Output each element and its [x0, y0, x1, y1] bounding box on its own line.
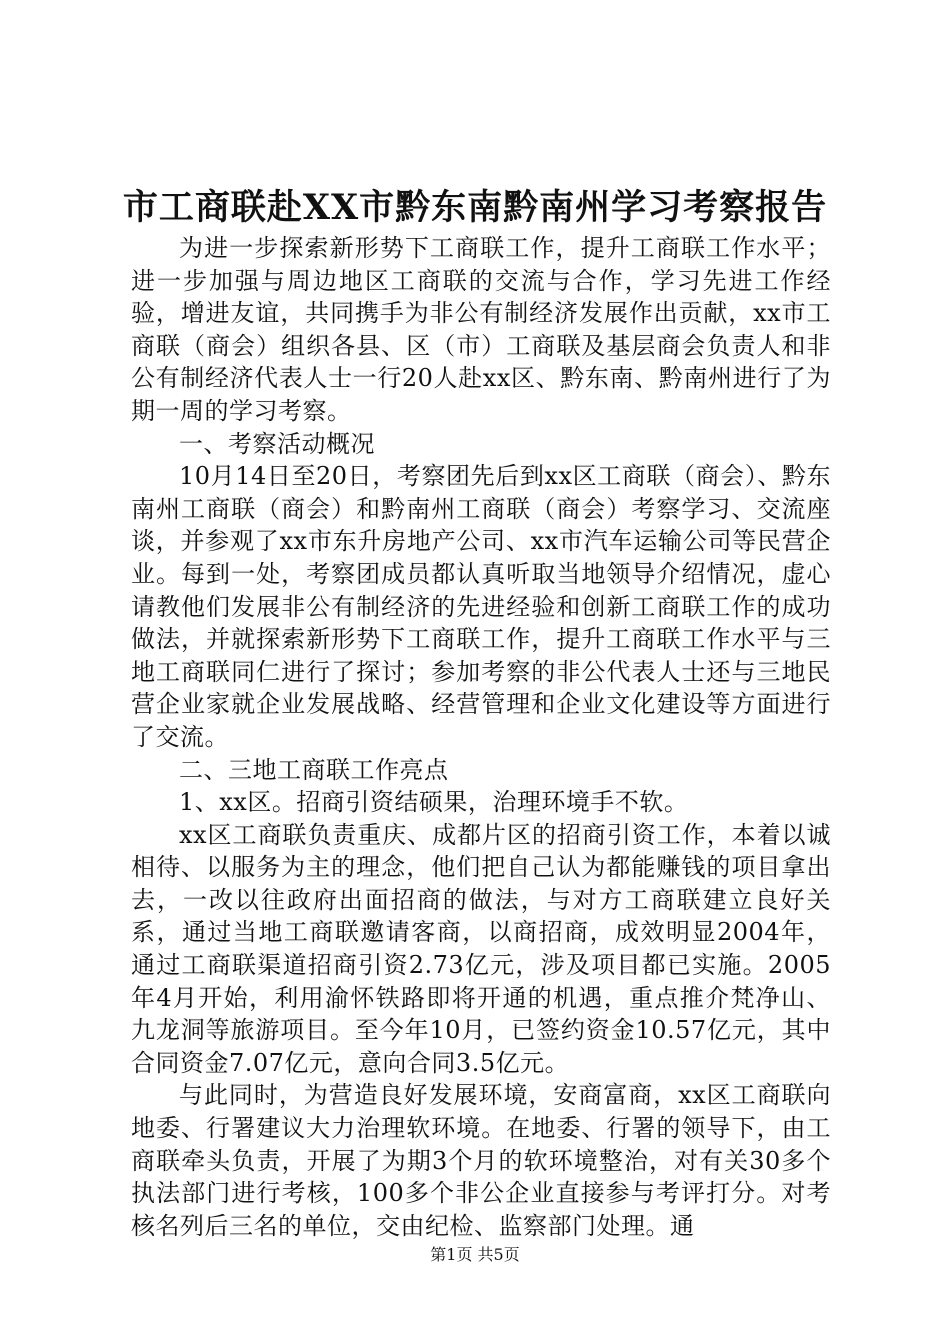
section-heading-highlights: 二、三地工商联工作亮点 [179, 755, 449, 784]
paragraph-overview: 10月14日至20日，考察团先后到xx区工商联（商会）、黔东南州工商联（商会）和黔南州工商联（商会）考察学习、交流座谈，并参观了xx市东升房地产公司、xx市汽车运输公司等民营企业。每到一处，考察团成员都认真听取当地领导介绍情况，虚心请教他们发展非公有制经济的先进经验和创新工商联工作的成功做法，并就探索新形势下工商联工作，提升工商联工作水平与三地工商联同仁进行了探讨；参加考察的非公代表人士还与三地民营企业家就企业发展战略、经营管理和企业文化建设等方面进行了交流。 [131, 462, 831, 751]
subsection-heading-xx-district: 1、xx区。招商引资结硕果，治理环境手不软。 [179, 788, 689, 817]
document-body [131, 232, 831, 1242]
document-title: 市工商联赴XX市黔东南黔南州学习考察报告 [122, 187, 828, 228]
paragraph-intro: 为进一步探索新形势下工商联工作，提升工商联工作水平；进一步加强与周边地区工商联的交流与合作，学习先进工作经验，增进友谊，共同携手为非公有制经济发展作出贡献，xx市工商联（商会）组织各县、区（市）工商联及基层商会负责人和非公有制经济代表人士一行20人赴xx区、黔东南、黔南州进行了为期一周的学习考察。 [131, 234, 831, 425]
paragraph-environment: 与此同时，为营造良好发展环境，安商富商，xx区工商联向地委、行署建议大力治理软环境。在地委、行署的领导下，由工商联牵头负责，开展了为期3个月的软环境整治，对有关30多个执法部门进行考核，100多个非公企业直接参与考评打分。对考核名列后三名的单位，交由纪检、监察部门处理。通 [131, 1081, 831, 1240]
section-heading-overview: 一、考察活动概况 [179, 429, 375, 458]
page-number-footer: 第1页 共5页 [430, 1245, 520, 1264]
paragraph-investment: xx区工商联负责重庆、成都片区的招商引资工作，本着以诚相待、以服务为主的理念，他们把自己认为都能赚钱的项目拿出去，一改以往政府出面招商的做法，与对方工商联建立良好关系，通过当地工商联邀请客商，以商招商，成效明显2004年，通过工商联渠道招商引资2.73亿元，涉及项目都已实施。2005年4月开始，利用渝怀铁路即将开通的机遇，重点推介梵净山、九龙洞等旅游项目。至今年10月，已签约资金10.57亿元，其中合同资金7.07亿元，意向合同3.5亿元。 [131, 820, 831, 1077]
